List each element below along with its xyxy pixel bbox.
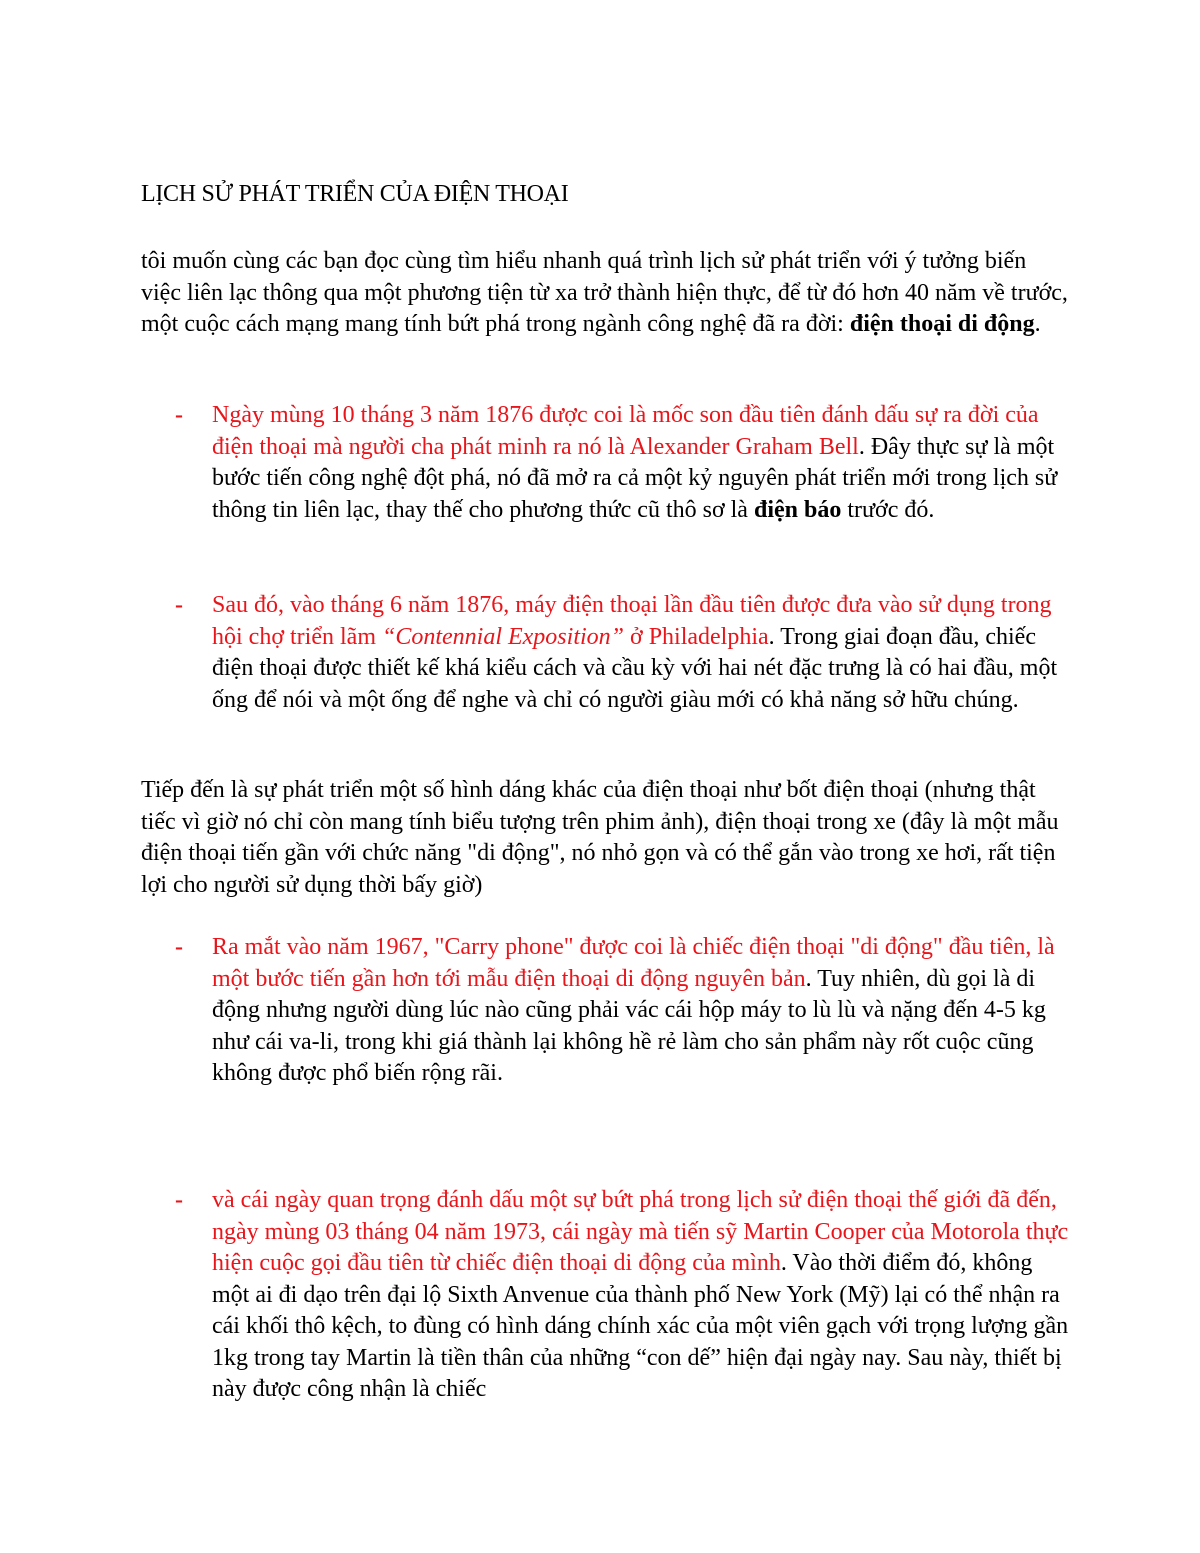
bullet-body-text: . Vào thời điểm đó, không một ai đi dạo trên đại lộ Sixth Anvenue của thành phố New York (Mỹ) lại có thể nhận ra cái khối thô kệch, to đùng có hình dáng chính xác của một viên gạch với trọng lượng gần 1kg trong tay Martin là tiền thân của những “con dế” hiện đại ngày nay. Sau này, thiết bị này được công nhận là chiếc (212, 1250, 1069, 1402)
bullet-body-text: . Tuy nhiên, dù gọi là di động nhưng người dùng lúc nào cũng phải vác cái hộp máy to lù lù và nặng đến 4-5 kg như cái va-li, trong khi giá thành lại không hề rẻ làm cho sản phẩm này rốt cuộc cũng không được phổ biến rộng rãi. (212, 965, 1046, 1086)
bullet-text (212, 590, 1075, 716)
bullet-body-text: . Đây thực sự là một bước tiến công nghệ đột phá, nó đã mở ra cả một kỷ nguyên phát triển mới trong lịch sử thông tin liên lạc, thay thế cho phương thức cũ thô sơ là (212, 433, 1058, 523)
middle-paragraph: Tiếp đến là sự phát triển một số hình dáng khác của điện thoại như bốt điện thoại (nhưng thật tiếc vì giờ nó chỉ còn mang tính biểu tượng trên phim ảnh), điện thoại trong xe (đây là một mẫu điện thoại tiến gần với chức năng "di động", nó nhỏ gọn và có thể gắn vào trong xe hơi, rất tiện lợi cho người sử dụng thời bấy giờ) (141, 777, 1059, 898)
intro-bold-term: điện thoại di động (849, 311, 1035, 337)
bullet-red-text: Ngày mùng 10 tháng 3 năm 1876 được coi là mốc son đầu tiên đánh dấu sự ra đời của điện thoại mà người cha phát minh ra nó là Alexander Graham Bell (212, 402, 1039, 460)
bullet-text (212, 400, 1075, 526)
list-item (175, 932, 1075, 1090)
bullet-body-text: . Trong giai đoạn đầu, chiếc điện thoại được thiết kế khá kiểu cách và cầu kỳ với hai nét đặc trưng là có hai đầu, một ống để nói và một ống để nghe và chỉ có người giàu mới có khả năng sở hữu chúng. (212, 623, 1058, 713)
bullet-dash: - (175, 1187, 183, 1213)
bullet-dash: - (175, 592, 183, 618)
intro-paragraph (141, 246, 1071, 341)
document-title: LỊCH SỬ PHÁT TRIỂN CỦA ĐIỆN THOẠI (141, 181, 569, 207)
bullet-text (212, 932, 1075, 1090)
bullet-red-text: Sau đó, vào tháng 6 năm 1876, máy điện thoại lần đầu tiên được đưa vào sử dụng trong hội chợ triển lãm (212, 592, 1052, 650)
list-item (175, 590, 1075, 716)
bullet-end-text: trước đó. (841, 496, 935, 523)
bullet-dash: - (175, 934, 183, 960)
bullet-dash: - (175, 402, 183, 428)
bullet-text (212, 1185, 1075, 1406)
list-item (175, 400, 1075, 526)
bullet-red-italic-text: “Contennial Exposition” (381, 623, 624, 650)
bullet-red-end-text: ở Philadelphia (624, 623, 769, 650)
intro-end: . (1034, 311, 1041, 337)
intro-text: tôi muốn cùng các bạn đọc cùng tìm hiểu nhanh quá trình lịch sử phát triển với ý tưởng biến việc liên lạc thông qua một phương tiện từ xa trở thành hiện thực, để từ đó hơn 40 năm về trước, một cuộc cách mạng mang tính bứt phá trong ngành công nghệ đã ra đời: (141, 248, 1068, 337)
bullet-red-text: Ra mắt vào năm 1967, "Carry phone" được coi là chiếc điện thoại "di động" đầu tiên, là một bước tiến gần hơn tới mẫu điện thoại di động nguyên bản (212, 934, 1055, 992)
bullet-bold-term: điện báo (753, 496, 842, 523)
bullet-red-text: và cái ngày quan trọng đánh dấu một sự bứt phá trong lịch sử điện thoại thế giới đã đến, ngày mùng 03 tháng 04 năm 1973, cái ngày mà tiến sỹ Martin Cooper của Motorola thực hiện cuộc gọi đầu tiên từ chiếc điện thoại di động của mình (212, 1187, 1069, 1276)
list-item (175, 1185, 1075, 1406)
